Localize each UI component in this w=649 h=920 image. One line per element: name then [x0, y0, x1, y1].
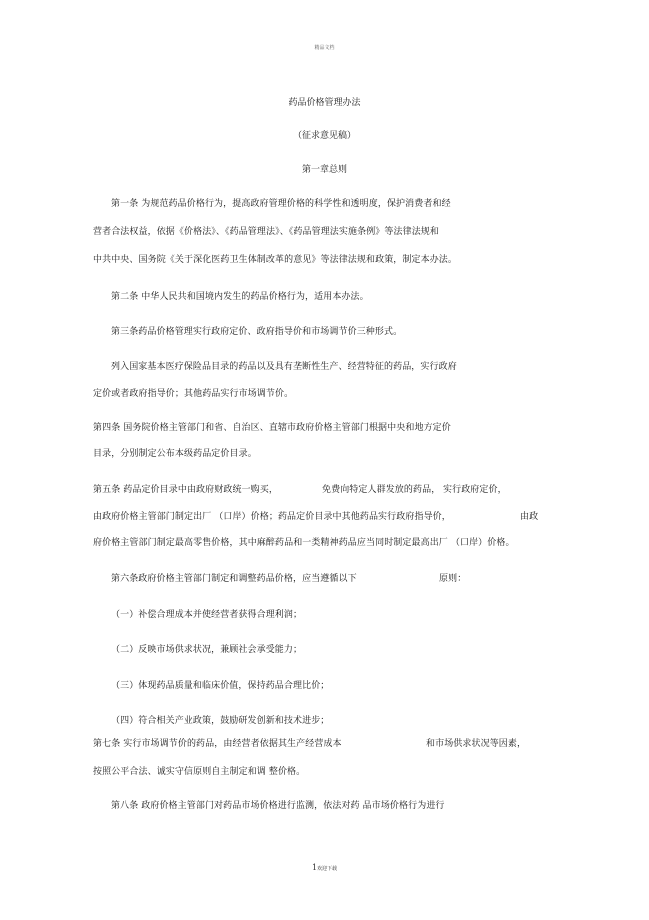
article-5-line-3: 府价格主管部门制定最高零售价格，其中麻醉药品和一类精神药品应当同时制定最高出厂 （口岸）价格。: [93, 538, 515, 548]
page-footer: [0, 863, 649, 872]
article-6-item-3: （三）体现药品质量和临床价值，保持药品合理比价；: [111, 681, 330, 691]
document-title: 药品价格管理办法: [288, 98, 361, 108]
article-5-line-1-part-3: 实行政府定价，: [443, 485, 507, 495]
page-number: 1: [311, 863, 318, 872]
article-3-para-2-line-1: 列入国家基本医疗保险品目录的药品以及具有垄断性生产、经营特征的药品，实行政府: [111, 362, 457, 372]
article-1-line-3: 中共中央、国务院《关于深化医药卫生体制改革的意见》等法律法规和政策，制定本办法。: [93, 255, 458, 265]
article-7-line-1-part-1: 第七条 实行市场调节价的药品，由经营者依据其生产经营成本: [93, 739, 342, 749]
article-8-line-1: 第八条 政府价格主管部门对药品市场价格进行监测，依法对药 品市场价格行为进行: [111, 801, 445, 811]
article-4-line-1: 第四条 国务院价格主管部门和省、自治区、直辖市政府价格主管部门根据中央和地方定价: [93, 423, 451, 433]
article-5-line-1-part-2: 免费向特定人群发放的药品，: [322, 485, 441, 495]
article-2-line-1: 第二条 中华人民共和国境内发生的药品价格行为，适用本办法。: [111, 292, 369, 302]
article-6-item-2: （二）反映市场供求状况，兼顾社会承受能力；: [111, 645, 303, 655]
article-1-line-1: 第一条 为规范药品价格行为，提高政府管理价格的科学性和透明度，保护消费者和经: [111, 199, 451, 209]
footer-note: 欢迎下载: [317, 866, 338, 872]
article-6-line-1-part-1: 第六条政府价格主管部门制定和调整药品价格，应当遵循以下: [111, 574, 357, 584]
article-7-line-1-part-2: 和市场供求状况等因素，: [426, 739, 527, 749]
article-3-line-1: 第三条药品价格管理实行政府定价、政府指导价和市场调节价三种形式。: [111, 327, 403, 337]
article-5-line-2-part-2: 由政: [520, 512, 539, 522]
chapter-heading: 第一章总则: [301, 165, 347, 175]
article-7-line-2: 按照公平合法、诚实守信原则自主制定和调 整价格。: [93, 767, 306, 777]
article-6-line-1-part-2: 原则：: [439, 574, 467, 584]
article-3-para-2-line-2: 定价或者政府指导价；其他药品实行市场调节价。: [93, 389, 294, 399]
article-6-item-4: （四）符合相关产业政策，鼓励研发创新和技术进步；: [111, 716, 330, 726]
article-4-line-2: 目录，分别制定公布本级药品定价目录。: [93, 449, 257, 459]
article-5-line-2-part-1: 由政府价格主管部门制定出厂 （口岸）价格；药品定价目录中其他药品实行政府指导价，: [93, 512, 451, 522]
article-5-line-1-part-1: 第五条 药品定价目录中由政府财政统一购买，: [93, 485, 278, 495]
article-1-line-2: 营者合法权益，依据《价格法》、《药品管理法》、《药品管理法实施条例》等法律法规和: [93, 227, 440, 237]
article-6-item-1: （一）补偿合理成本并使经营者获得合理利润；: [111, 610, 303, 620]
document-subtitle: （征求意见稿）: [292, 131, 356, 141]
page-header-note: 精品文档: [314, 45, 335, 51]
